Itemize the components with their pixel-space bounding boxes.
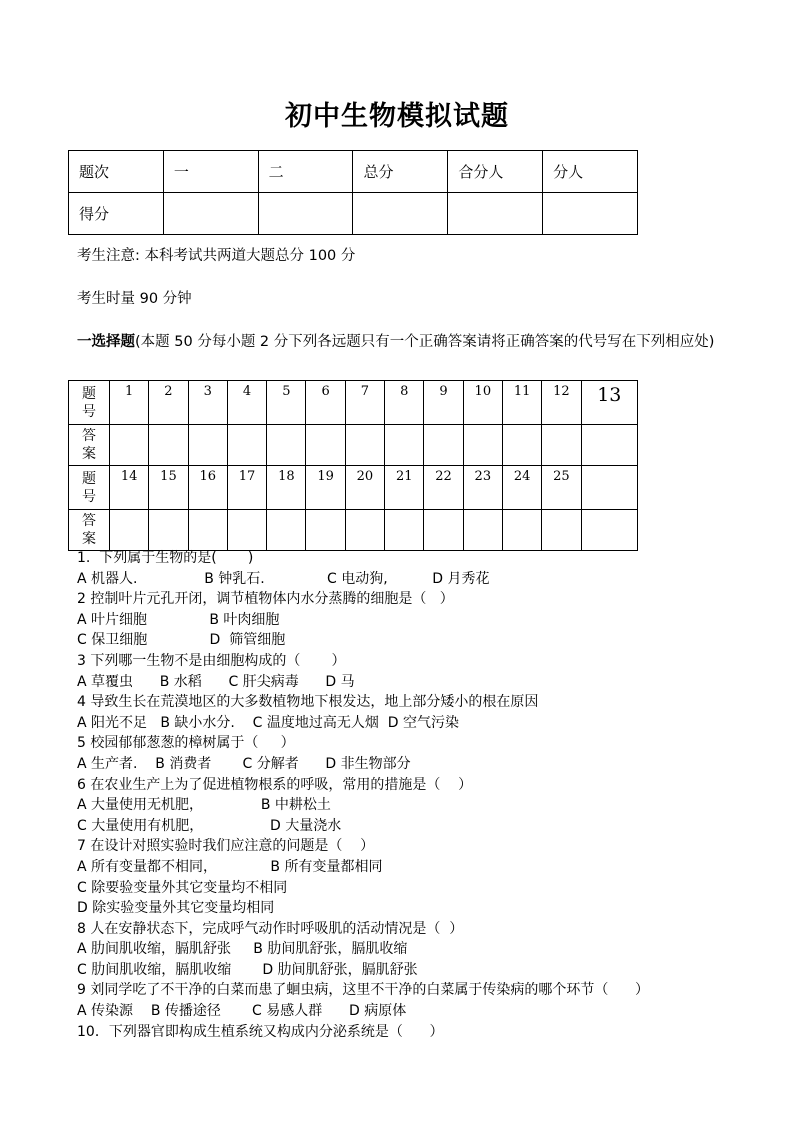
page-title: 初中生物模拟试题 bbox=[285, 101, 509, 132]
question-line: A 肋间肌收缩，膈肌舒张 B 肋间肌舒张，膈肌收缩 bbox=[77, 941, 408, 958]
answer-cell[interactable] bbox=[581, 510, 637, 551]
question-number-cell: 22 bbox=[424, 466, 463, 510]
section-heading bbox=[77, 328, 717, 356]
question-line: A 生产者. B 消费者 C 分解者 D 非生物部分 bbox=[77, 755, 411, 772]
score-header-cell: 分人 bbox=[543, 151, 638, 193]
question-number-cell: 2 bbox=[149, 381, 188, 425]
question-number-cell: 17 bbox=[227, 466, 266, 510]
exam-note: 考生注意: 本科考试共两道大题总分 100 分 bbox=[77, 248, 356, 264]
answer-cell[interactable] bbox=[110, 425, 149, 466]
answer-cell[interactable] bbox=[502, 425, 541, 466]
question-line: D 除实验变量外其它变量均相同 bbox=[77, 900, 275, 917]
section-description: (本题 50 分每小题 2 分下列各远题只有一个正确答案请将正确答案的代号写在下列相应处) bbox=[135, 334, 715, 350]
question-number-cell: 5 bbox=[267, 381, 306, 425]
question-line: A 传染源 B 传播途径 C 易感人群 D 病原体 bbox=[77, 1003, 407, 1020]
question-line: 8 人在安静状态下，完成呼气动作时呼吸肌的活动情况是（ ） bbox=[77, 920, 464, 937]
answer-cell[interactable] bbox=[581, 425, 637, 466]
question-number-cell: 9 bbox=[424, 381, 463, 425]
answer-cell[interactable] bbox=[345, 510, 384, 551]
question-line: C 大量使用有机肥， D 大量浇水 bbox=[77, 817, 342, 834]
exam-time-note: 考生时量 90 分钟 bbox=[77, 291, 192, 307]
answer-cell[interactable] bbox=[267, 425, 306, 466]
question-line: A 机器人. B 钟乳石. C 电动狗, D 月秀花 bbox=[77, 570, 490, 587]
question-number-cell: 8 bbox=[385, 381, 424, 425]
section-title: 一选择题 bbox=[77, 334, 135, 350]
question-number-cell: 11 bbox=[502, 381, 541, 425]
question-line: 5 校园郁郁葱葱的樟树属于（ ） bbox=[77, 735, 295, 752]
score-table bbox=[68, 150, 638, 235]
question-number-cell: 7 bbox=[345, 381, 384, 425]
question-number-cell: 4 bbox=[227, 381, 266, 425]
answer-grid-answer-row bbox=[69, 510, 638, 551]
answer-cell[interactable] bbox=[306, 510, 345, 551]
question-line: 2 控制叶片元孔开闭，调节植物体内水分蒸腾的细胞是（ ） bbox=[77, 591, 454, 608]
answer-cell[interactable] bbox=[542, 510, 581, 551]
question-number-cell: 16 bbox=[188, 466, 227, 510]
score-cell[interactable] bbox=[258, 193, 353, 235]
score-header-cell: 一 bbox=[163, 151, 258, 193]
answer-cell[interactable] bbox=[188, 425, 227, 466]
score-table-header-row bbox=[69, 151, 638, 193]
question-line: 3 下列哪一生物不是由细胞构成的（ ） bbox=[77, 652, 346, 669]
question-number-cell: 19 bbox=[306, 466, 345, 510]
answer-cell[interactable] bbox=[424, 425, 463, 466]
question-line: C 保卫细胞 D 筛管细胞 bbox=[77, 632, 286, 649]
score-table-score-row bbox=[69, 193, 638, 235]
question-number-cell: 21 bbox=[385, 466, 424, 510]
score-row-label: 得分 bbox=[69, 193, 164, 235]
question-line: A 所有变量都不相同， B 所有变量都相同 bbox=[77, 858, 383, 875]
answer-cell[interactable] bbox=[267, 510, 306, 551]
question-line: 7 在设计对照实验时我们应注意的问题是（ ） bbox=[77, 838, 375, 855]
score-header-cell: 题次 bbox=[69, 151, 164, 193]
question-number-label: 题 号 bbox=[69, 381, 110, 425]
answer-grid-number-row bbox=[69, 466, 638, 510]
answer-label: 答 案 bbox=[69, 425, 110, 466]
question-line: C 肋间肌收缩，膈肌收缩 D 肋间肌舒张，膈肌舒张 bbox=[77, 961, 418, 978]
question-number-cell: 25 bbox=[542, 466, 581, 510]
answer-grid bbox=[68, 380, 638, 551]
score-cell[interactable] bbox=[163, 193, 258, 235]
question-line: A 草覆虫 B 水稻 C 肝尖病毒 D 马 bbox=[77, 673, 355, 690]
question-number-cell: 23 bbox=[463, 466, 502, 510]
question-line: A 大量使用无机肥， B 中耕松土 bbox=[77, 797, 331, 814]
answer-grid-number-row bbox=[69, 381, 638, 425]
answer-cell[interactable] bbox=[424, 510, 463, 551]
answer-cell[interactable] bbox=[306, 425, 345, 466]
answer-cell[interactable] bbox=[463, 425, 502, 466]
question-list bbox=[77, 548, 737, 1042]
question-number-cell: 6 bbox=[306, 381, 345, 425]
question-number-cell: 24 bbox=[502, 466, 541, 510]
question-number-cell: 12 bbox=[542, 381, 581, 425]
score-header-cell: 合分人 bbox=[448, 151, 543, 193]
answer-cell[interactable] bbox=[385, 510, 424, 551]
question-line: A 叶片细胞 B 叶肉细胞 bbox=[77, 611, 280, 628]
score-header-cell: 二 bbox=[258, 151, 353, 193]
question-number-cell: 15 bbox=[149, 466, 188, 510]
question-number-cell bbox=[581, 466, 637, 510]
answer-cell[interactable] bbox=[227, 425, 266, 466]
answer-cell[interactable] bbox=[502, 510, 541, 551]
question-number-cell: 18 bbox=[267, 466, 306, 510]
answer-grid-answer-row bbox=[69, 425, 638, 466]
answer-cell[interactable] bbox=[463, 510, 502, 551]
answer-cell[interactable] bbox=[227, 510, 266, 551]
question-line: 9 刘同学吃了不干净的白菜而患了蛔虫病，这里不干净的白菜属于传染病的哪个环节（ ） bbox=[77, 982, 650, 999]
question-line: 10．下列器官即构成生植系统又构成内分泌系统是（ ） bbox=[77, 1023, 444, 1040]
answer-cell[interactable] bbox=[110, 510, 149, 551]
question-line: 1. 下列属于生物的是( ) bbox=[77, 550, 254, 566]
answer-cell[interactable] bbox=[385, 425, 424, 466]
question-line: A 阳光不足 B 缺小水分. C 温度地过高无人烟 D 空气污染 bbox=[77, 714, 460, 731]
question-number-cell: 10 bbox=[463, 381, 502, 425]
question-number-cell: 14 bbox=[110, 466, 149, 510]
score-cell[interactable] bbox=[448, 193, 543, 235]
question-line: 6 在农业生产上为了促进植物根系的呼吸，常用的措施是（ ） bbox=[77, 776, 473, 793]
question-line: C 除要验变量外其它变量均不相同 bbox=[77, 879, 288, 896]
answer-cell[interactable] bbox=[188, 510, 227, 551]
answer-cell[interactable] bbox=[542, 425, 581, 466]
answer-cell[interactable] bbox=[149, 510, 188, 551]
answer-cell[interactable] bbox=[345, 425, 384, 466]
answer-label: 答 案 bbox=[69, 510, 110, 551]
question-number-cell: 3 bbox=[188, 381, 227, 425]
score-header-cell: 总分 bbox=[353, 151, 448, 193]
answer-cell[interactable] bbox=[149, 425, 188, 466]
question-number-cell: 1 bbox=[110, 381, 149, 425]
question-line: 4 导致生长在荒漠地区的大多数植物地下根发达，地上部分矮小的根在原因 bbox=[77, 694, 539, 711]
question-number-label: 题 号 bbox=[69, 466, 110, 510]
question-number-cell: 13 bbox=[581, 381, 637, 425]
score-cell[interactable] bbox=[353, 193, 448, 235]
question-number-cell: 20 bbox=[345, 466, 384, 510]
score-cell[interactable] bbox=[543, 193, 638, 235]
